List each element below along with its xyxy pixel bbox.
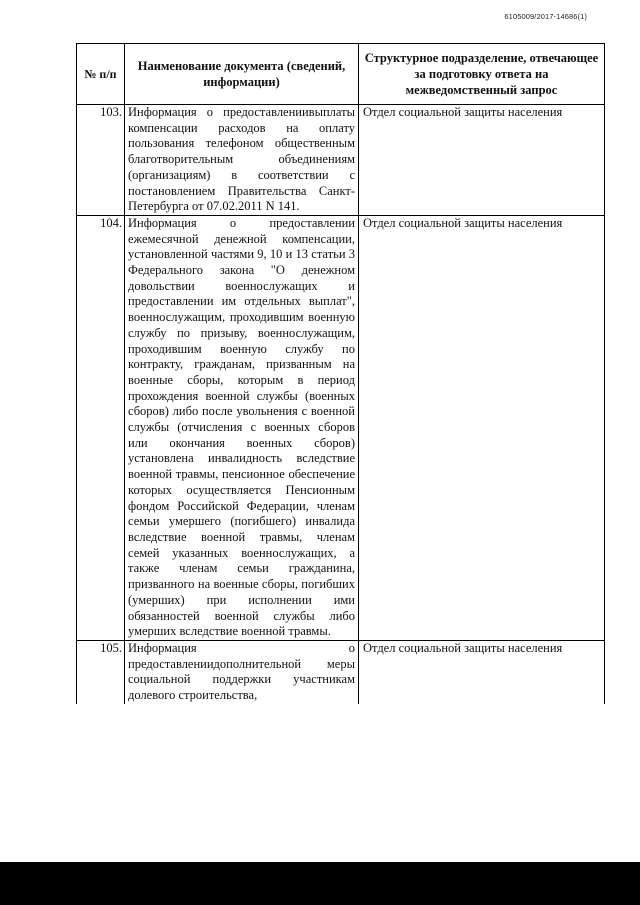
- row-number: 103.: [77, 105, 125, 216]
- row-department: Отдел социальной защиты населения: [359, 640, 605, 703]
- row-document-name: Информация о предоставлениивыплаты компенсации расходов на оплату пользования телефоном общественным благотворительным объединениям (организациям) в соответствии с постановлением Правительства Санкт-Петербурга от 07.02.2011 N 141.: [125, 105, 359, 216]
- table-header-row: [77, 44, 605, 105]
- header-department: Структурное подразделение, отвечающее за подготовку ответа на межведомственный запрос: [359, 44, 605, 105]
- row-department: Отдел социальной защиты населения: [359, 105, 605, 216]
- table-row: [77, 215, 605, 640]
- header-document-name: Наименование документа (сведений, информации): [125, 44, 359, 105]
- documents-table: [76, 43, 605, 704]
- scan-edge-band: [0, 862, 640, 905]
- document-id-stamp: 6105009/2017-14686(1): [504, 12, 587, 21]
- row-document-name: Информация о предоставлении ежемесячной денежной компенсации, установленной частями 9, 10 и 13 статьи 3 Федерального закона "О денежном довольствии военнослужащих и предоставлении им отдельных выплат", военнослужащим, проходившим военную службу по призыву, военнослужащим, проходившим военную службу по контракту, гражданам, призванным на военные сборы, которым в период прохождения военной службы (военных сборов) либо после увольнения с военной службы (отчисления с военных сборов или окончания военных сборов) установлена инвалидность вследствие военной травмы, пенсионное обеспечение которых осуществляется Пенсионным фондом Российской Федерации, членам семьи умершего (погибшего) инвалида вследствие военной травмы, членам семей указанных военнослужащих, а также членам семьи гражданина, призванного на военные сборы, погибших (умерших) при исполнении ими обязанностей военной службы либо умерших вследствие военной травмы.: [125, 215, 359, 640]
- table-row: [77, 105, 605, 216]
- row-document-name: Информация о предоставлениидополнительной меры социальной поддержки участникам долевого строительства,: [125, 640, 359, 703]
- table-row: [77, 640, 605, 703]
- row-number: 105.: [77, 640, 125, 703]
- row-department: Отдел социальной защиты населения: [359, 215, 605, 640]
- header-number: № п/п: [77, 44, 125, 105]
- row-number: 104.: [77, 215, 125, 640]
